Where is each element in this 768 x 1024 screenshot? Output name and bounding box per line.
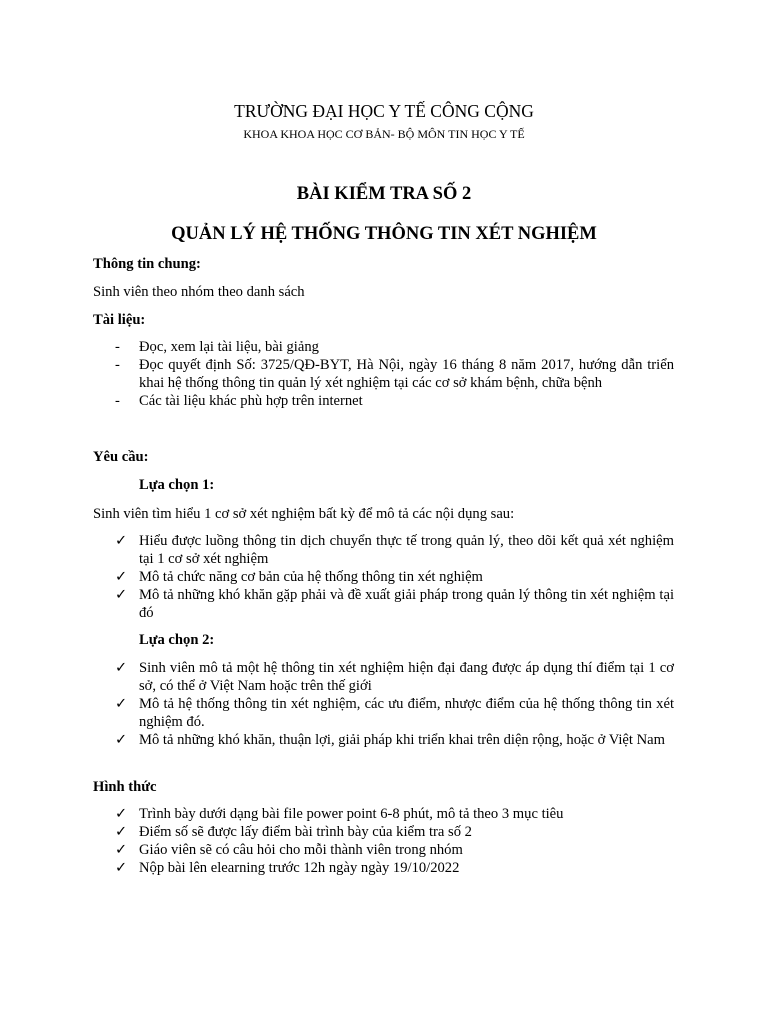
- option2-item: Sinh viên mô tả một hệ thông tin xét nghiệm hiện đại đang được áp dụng thí điểm tại 1 cơ sở, có thể ở Việt Nam hoặc trên thế giới: [139, 660, 674, 694]
- dash-bullet: -: [115, 393, 120, 409]
- assignment-subtitle: QUẢN LÝ HỆ THỐNG THÔNG TIN XÉT NGHIỆM: [171, 224, 597, 244]
- option1-heading: Lựa chọn 1:: [139, 477, 215, 493]
- option2-item: Mô tả hệ thống thông tin xét nghiệm, các ưu điểm, nhược điểm của hệ thống thông tin xét nghiệm đó.: [139, 696, 674, 730]
- assignment-title: BÀI KIỂM TRA SỐ 2: [296, 184, 472, 204]
- check-icon: ✓: [115, 587, 128, 603]
- check-icon: ✓: [115, 569, 128, 585]
- materials-item: Đọc quyết định Số: 3725/QĐ-BYT, Hà Nội, ngày 16 tháng 8 năm 2017, hướng dẫn triển khai hệ thống thông tin quản lý xét nghiệm tại các cơ sở khám bệnh, chữa bệnh: [139, 357, 674, 391]
- option1-intro: Sinh viên tìm hiểu 1 cơ sở xét nghiệm bất kỳ để mô tả các nội dụng sau:: [93, 506, 515, 522]
- option1-item: Hiểu được luồng thông tin dịch chuyển thực tế trong quản lý, theo dõi kết quả xét nghiệm tại 1 cơ sở xét nghiệm: [139, 533, 674, 567]
- check-icon: ✓: [115, 842, 128, 858]
- check-icon: ✓: [115, 860, 128, 876]
- materials-heading: Tài liệu:: [93, 312, 146, 328]
- requirements-heading: Yêu cầu:: [93, 449, 149, 465]
- format-item: Trình bày dưới dạng bài file power point 6-8 phút, mô tả theo 3 mục tiêu: [139, 806, 564, 822]
- general-info-heading: Thông tin chung:: [93, 256, 201, 272]
- school-name: TRƯỜNG ĐẠI HỌC Y TẾ CÔNG CỘNG: [234, 101, 534, 121]
- materials-item: Các tài liệu khác phù hợp trên internet: [139, 393, 363, 409]
- check-icon: ✓: [115, 732, 128, 748]
- department-name: KHOA KHOA HỌC CƠ BẢN- BỘ MÔN TIN HỌC Y TẾ: [243, 127, 525, 141]
- format-item: Giáo viên sẽ có câu hỏi cho mỗi thành viên trong nhóm: [139, 842, 463, 858]
- format-item: Nộp bài lên elearning trước 12h ngày ngày 19/10/2022: [139, 860, 460, 876]
- format-item: Điểm số sẽ được lấy điểm bài trình bày của kiểm tra số 2: [139, 824, 472, 840]
- general-info-text: Sinh viên theo nhóm theo danh sách: [93, 284, 305, 300]
- option2-heading: Lựa chọn 2:: [139, 632, 215, 648]
- option1-item: Mô tả chức năng cơ bản của hệ thống thông tin xét nghiệm: [139, 569, 483, 585]
- option2-item: Mô tả những khó khăn, thuận lợi, giải pháp khi triển khai trên diện rộng, hoặc ở Việt Nam: [139, 732, 665, 748]
- materials-item: Đọc, xem lại tài liệu, bài giảng: [139, 339, 319, 355]
- check-icon: ✓: [115, 806, 128, 822]
- dash-bullet: -: [115, 339, 120, 355]
- check-icon: ✓: [115, 696, 128, 712]
- check-icon: ✓: [115, 824, 128, 840]
- check-icon: ✓: [115, 660, 128, 676]
- option1-item: Mô tả những khó khăn gặp phải và đề xuất giải pháp trong quản lý thông tin xét nghiệm tại đó: [139, 587, 674, 621]
- format-heading: Hình thức: [93, 779, 157, 795]
- dash-bullet: -: [115, 357, 120, 373]
- check-icon: ✓: [115, 533, 128, 549]
